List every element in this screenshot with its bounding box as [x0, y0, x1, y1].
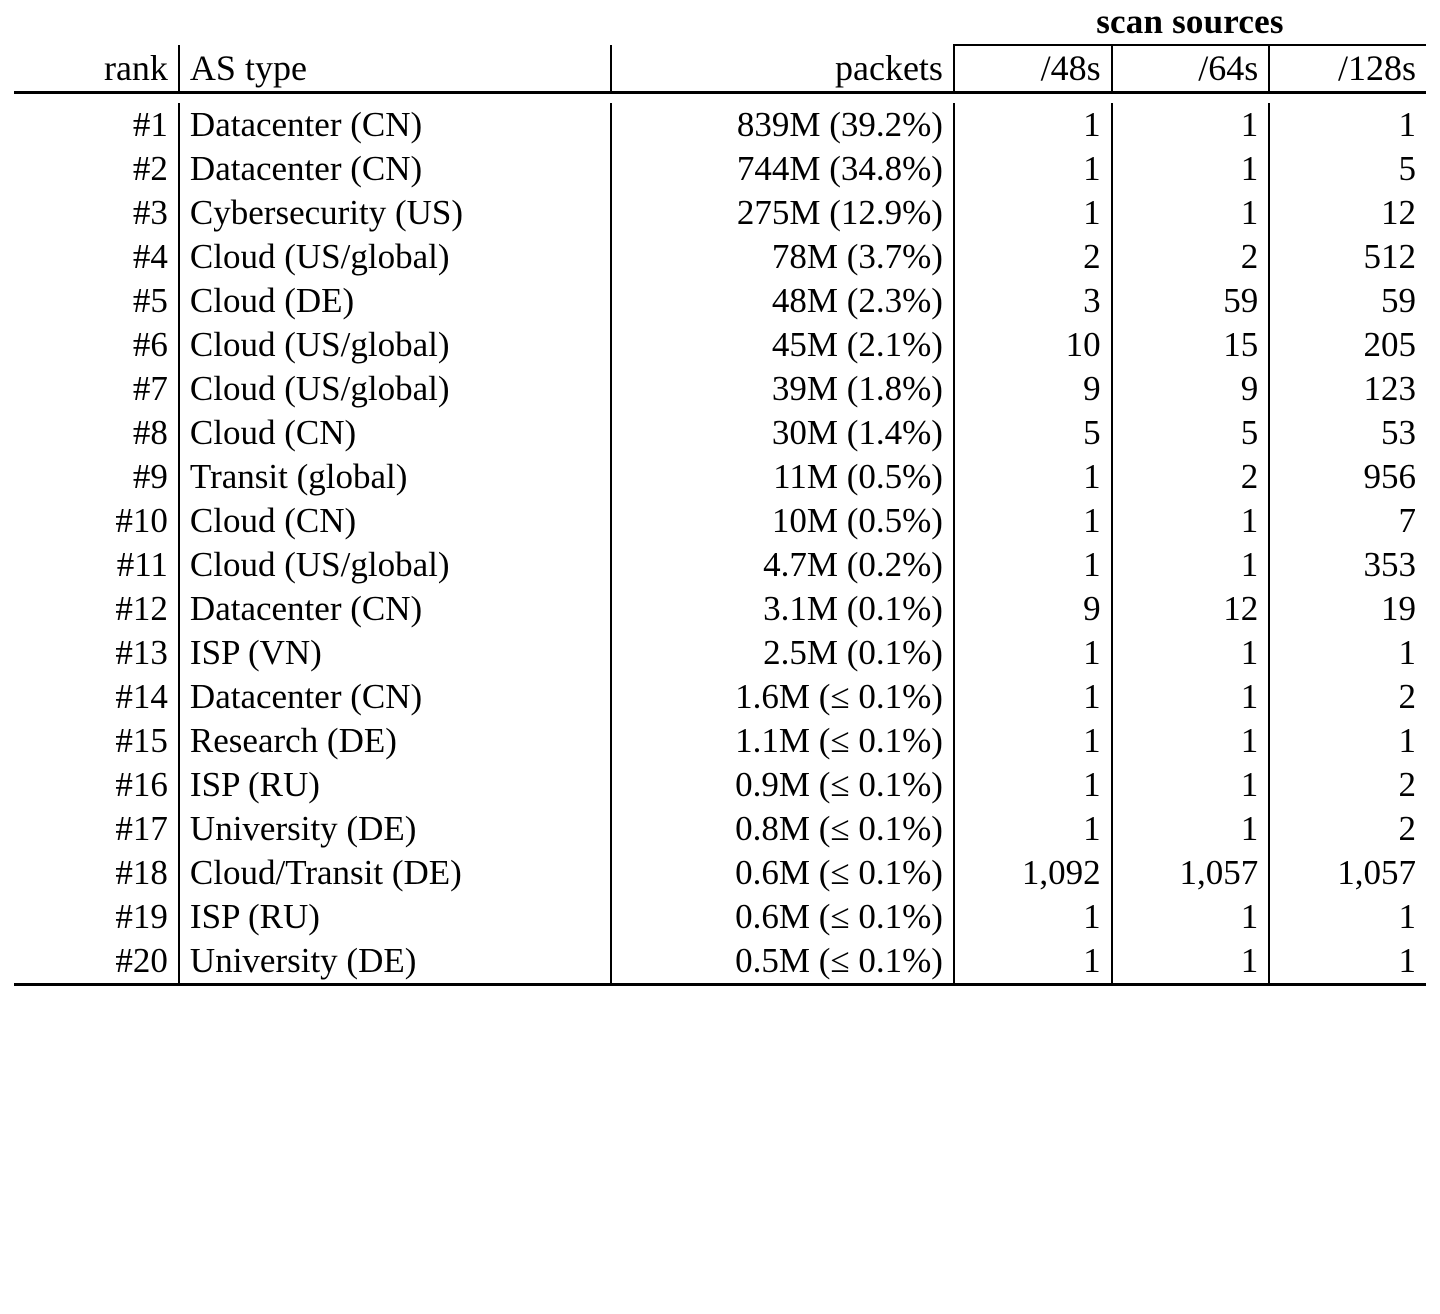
cell-as-type: ISP (VN) [179, 631, 611, 675]
cell-128s: 19 [1269, 587, 1426, 631]
cell-128s: 2 [1269, 763, 1426, 807]
cell-48s: 1 [954, 763, 1112, 807]
table-row [14, 719, 1426, 763]
cell-64s: 1 [1112, 895, 1270, 939]
bottom-rule [14, 985, 1426, 996]
table-row [14, 895, 1426, 939]
cell-64s: 1 [1112, 939, 1270, 985]
cell-packets: 10M (0.5%) [611, 499, 954, 543]
cell-as-type: Cloud (US/global) [179, 235, 611, 279]
cell-as-type: Datacenter (CN) [179, 675, 611, 719]
cell-48s: 1 [954, 147, 1112, 191]
cell-64s: 1 [1112, 631, 1270, 675]
cell-64s: 1 [1112, 675, 1270, 719]
cell-128s: 512 [1269, 235, 1426, 279]
cell-64s: 5 [1112, 411, 1270, 455]
cell-as-type: Cloud (US/global) [179, 367, 611, 411]
cell-128s: 1,057 [1269, 851, 1426, 895]
cell-128s: 353 [1269, 543, 1426, 587]
cell-packets: 2.5M (0.1%) [611, 631, 954, 675]
column-header-128s: /128s [1269, 45, 1426, 93]
cell-packets: 0.9M (≤ 0.1%) [611, 763, 954, 807]
cell-48s: 1 [954, 631, 1112, 675]
group-header-scan-sources: scan sources [954, 0, 1426, 45]
cell-48s: 1 [954, 103, 1112, 147]
cell-128s: 1 [1269, 631, 1426, 675]
cell-48s: 2 [954, 235, 1112, 279]
cell-as-type: Datacenter (CN) [179, 147, 611, 191]
cell-48s: 1 [954, 895, 1112, 939]
cell-rank: #20 [115, 941, 168, 980]
cell-64s: 2 [1112, 455, 1270, 499]
cell-rank: #3 [132, 193, 168, 232]
cell-128s: 5 [1269, 147, 1426, 191]
cell-packets: 11M (0.5%) [611, 455, 954, 499]
column-header-as-type: AS type [179, 45, 611, 93]
table-group-header-row [14, 0, 1426, 45]
table-row [14, 147, 1426, 191]
cell-64s: 12 [1112, 587, 1270, 631]
group-header-spacer-rank [14, 0, 179, 45]
cell-128s: 53 [1269, 411, 1426, 455]
cell-as-type: Cloud (CN) [179, 411, 611, 455]
cell-128s: 956 [1269, 455, 1426, 499]
cell-128s: 7 [1269, 499, 1426, 543]
cell-as-type: Cloud (US/global) [179, 543, 611, 587]
cell-rank: #13 [115, 633, 168, 672]
cell-as-type: Cloud/Transit (DE) [179, 851, 611, 895]
cell-rank: #5 [132, 281, 168, 320]
table-row [14, 587, 1426, 631]
cell-48s: 3 [954, 279, 1112, 323]
cell-as-type: ISP (RU) [179, 763, 611, 807]
cell-64s: 1 [1112, 763, 1270, 807]
cell-packets: 30M (1.4%) [611, 411, 954, 455]
cell-128s: 12 [1269, 191, 1426, 235]
cell-as-type: University (DE) [179, 939, 611, 985]
cell-64s: 9 [1112, 367, 1270, 411]
cell-128s: 1 [1269, 895, 1426, 939]
cell-48s: 1 [954, 939, 1112, 985]
cell-48s: 1 [954, 191, 1112, 235]
table-body [14, 0, 1426, 995]
cell-packets: 39M (1.8%) [611, 367, 954, 411]
group-header-spacer-packets [611, 0, 954, 45]
header-rule [14, 93, 1426, 104]
header-rule-line [14, 93, 1426, 104]
cell-64s: 1 [1112, 543, 1270, 587]
cell-128s: 1 [1269, 103, 1426, 147]
cell-as-type: Cloud (CN) [179, 499, 611, 543]
column-header-48s: /48s [954, 45, 1112, 93]
table-row [14, 543, 1426, 587]
cell-as-type: Cybersecurity (US) [179, 191, 611, 235]
cell-packets: 78M (3.7%) [611, 235, 954, 279]
cell-64s: 1,057 [1112, 851, 1270, 895]
cell-as-type: Datacenter (CN) [179, 103, 611, 147]
cell-rank: #10 [115, 501, 168, 540]
bottom-rule-line [14, 985, 1426, 996]
cell-as-type: University (DE) [179, 807, 611, 851]
cell-packets: 1.6M (≤ 0.1%) [611, 675, 954, 719]
cell-48s: 1 [954, 675, 1112, 719]
cell-64s: 1 [1112, 807, 1270, 851]
cell-128s: 59 [1269, 279, 1426, 323]
cell-rank: #6 [132, 325, 168, 364]
cell-64s: 2 [1112, 235, 1270, 279]
table-row [14, 191, 1426, 235]
cell-48s: 1 [954, 719, 1112, 763]
cell-packets: 4.7M (0.2%) [611, 543, 954, 587]
cell-64s: 1 [1112, 103, 1270, 147]
cell-packets: 1.1M (≤ 0.1%) [611, 719, 954, 763]
table-row [14, 455, 1426, 499]
cell-as-type: Cloud (US/global) [179, 323, 611, 367]
cell-as-type: Transit (global) [179, 455, 611, 499]
table-row [14, 499, 1426, 543]
scan-sources-table [14, 0, 1426, 995]
cell-rank: #15 [115, 721, 168, 760]
cell-packets: 839M (39.2%) [611, 103, 954, 147]
cell-48s: 9 [954, 367, 1112, 411]
cell-as-type: ISP (RU) [179, 895, 611, 939]
cell-rank: #2 [132, 149, 168, 188]
cell-as-type: Cloud (DE) [179, 279, 611, 323]
cell-packets: 0.8M (≤ 0.1%) [611, 807, 954, 851]
table-row [14, 763, 1426, 807]
cell-64s: 15 [1112, 323, 1270, 367]
table-row [14, 235, 1426, 279]
cell-64s: 1 [1112, 719, 1270, 763]
cell-48s: 1 [954, 543, 1112, 587]
cell-rank: #8 [132, 413, 168, 452]
cell-48s: 1,092 [954, 851, 1112, 895]
cell-48s: 1 [954, 499, 1112, 543]
cell-rank: #9 [132, 457, 168, 496]
cell-as-type: Datacenter (CN) [179, 587, 611, 631]
cell-as-type: Research (DE) [179, 719, 611, 763]
cell-rank: #17 [115, 809, 168, 848]
cell-rank: #16 [115, 765, 168, 804]
cell-128s: 2 [1269, 675, 1426, 719]
cell-rank: #18 [115, 853, 168, 892]
cell-packets: 744M (34.8%) [611, 147, 954, 191]
cell-packets: 0.6M (≤ 0.1%) [611, 895, 954, 939]
cell-128s: 123 [1269, 367, 1426, 411]
cell-rank: #7 [132, 369, 168, 408]
cell-packets: 275M (12.9%) [611, 191, 954, 235]
cell-rank: #1 [132, 105, 168, 144]
cell-packets: 3.1M (0.1%) [611, 587, 954, 631]
cell-rank: #14 [115, 677, 168, 716]
cell-rank: #19 [115, 897, 168, 936]
column-header-packets: packets [611, 45, 954, 93]
table-row [14, 851, 1426, 895]
cell-48s: 5 [954, 411, 1112, 455]
cell-48s: 9 [954, 587, 1112, 631]
cell-64s: 1 [1112, 147, 1270, 191]
cell-rank: #11 [116, 545, 168, 584]
table-row [14, 807, 1426, 851]
cell-rank: #4 [132, 237, 168, 276]
column-header-rank: rank [103, 48, 168, 88]
cell-64s: 1 [1112, 499, 1270, 543]
table-row [14, 323, 1426, 367]
cell-rank: #12 [115, 589, 168, 628]
cell-48s: 1 [954, 455, 1112, 499]
column-header-64s: /64s [1112, 45, 1270, 93]
table-row [14, 103, 1426, 147]
cell-48s: 10 [954, 323, 1112, 367]
cell-packets: 48M (2.3%) [611, 279, 954, 323]
cell-128s: 205 [1269, 323, 1426, 367]
cell-128s: 1 [1269, 719, 1426, 763]
cell-packets: 0.5M (≤ 0.1%) [611, 939, 954, 985]
group-header-spacer-type [179, 0, 611, 45]
cell-packets: 0.6M (≤ 0.1%) [611, 851, 954, 895]
table-row [14, 675, 1426, 719]
table-row [14, 939, 1426, 985]
cell-64s: 1 [1112, 191, 1270, 235]
table-row [14, 631, 1426, 675]
cell-packets: 45M (2.1%) [611, 323, 954, 367]
cell-48s: 1 [954, 807, 1112, 851]
table-header-row [14, 45, 1426, 93]
table-row [14, 411, 1426, 455]
cell-128s: 2 [1269, 807, 1426, 851]
table-row [14, 279, 1426, 323]
table-row [14, 367, 1426, 411]
cell-128s: 1 [1269, 939, 1426, 985]
cell-64s: 59 [1112, 279, 1270, 323]
